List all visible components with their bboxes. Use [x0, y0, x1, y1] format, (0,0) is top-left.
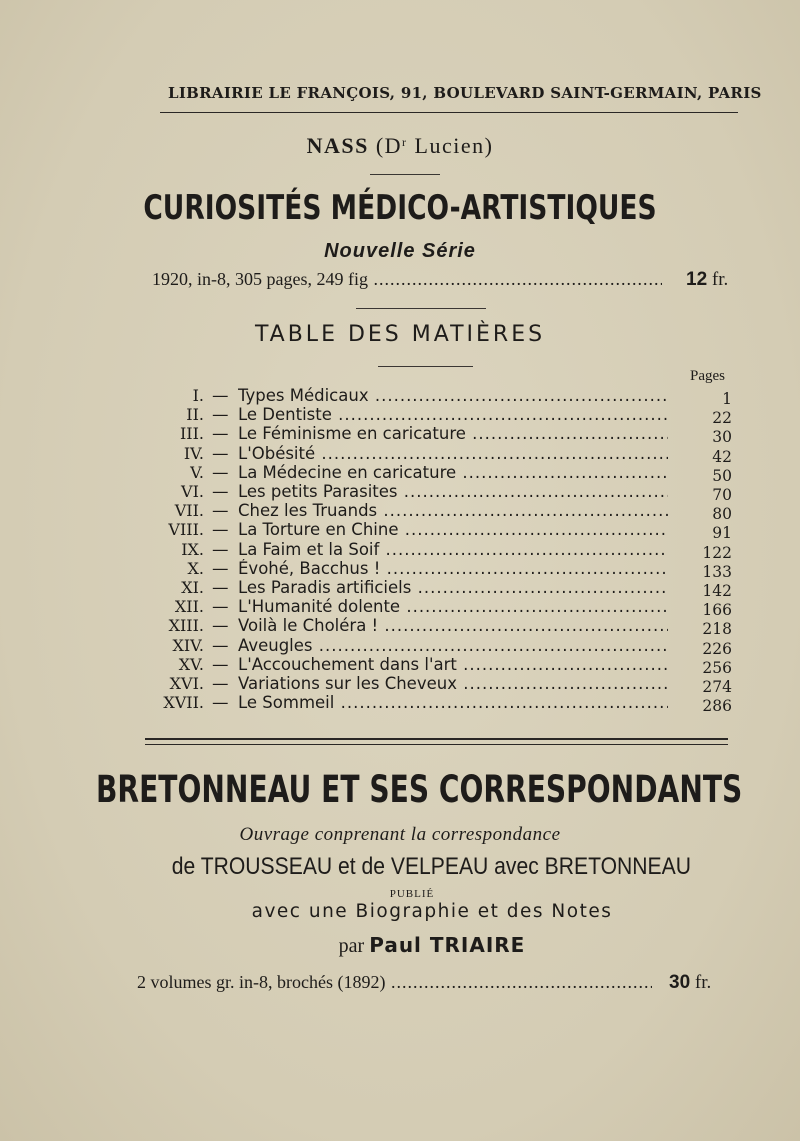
toc-chapter-title: Chez les Truands ..... [238, 501, 668, 520]
toc-chapter-number: XII. [174, 597, 204, 617]
toc-chapter-number: XIII. [168, 616, 204, 636]
toc-dash: — [212, 597, 229, 617]
toc-row [140, 597, 740, 620]
toc-page-number: 142 [702, 582, 732, 600]
toc-chapter-title: Aveugles ..... [238, 636, 668, 655]
toc-page-number: 256 [702, 658, 732, 677]
toc-chapter-title: L'Humanité dolente ..... [238, 597, 668, 616]
toc-row [140, 501, 740, 524]
toc-chapter-title: La Médecine en caricature ..... [238, 463, 668, 482]
toc-chapter-title: Les petits Parasites ..... [238, 482, 668, 501]
toc-row [140, 616, 740, 639]
toc-chapter-title: L'Obésité ..... [238, 444, 668, 463]
toc-page-number: 70 [712, 486, 732, 504]
toc-row [140, 578, 740, 600]
book2-title: BRETONNEAU ET SES CORRESPONDANTS [96, 768, 743, 811]
toc-chapter-number: III. [179, 424, 204, 444]
toc-dash: — [212, 520, 229, 540]
book1-title: CURIOSITÉS MÉDICO-ARTISTIQUES [143, 188, 657, 228]
toc-chapter-number: VI. [181, 482, 204, 501]
publisher-header: LIBRAIRIE LE FRANÇOIS, 91, BOULEVARD SAINT-GERMAIN, PARIS [168, 84, 762, 102]
toc-dash: — [212, 693, 229, 713]
book2-price [669, 972, 711, 994]
book1-subtitle: Nouvelle Série [324, 240, 476, 262]
toc-row [140, 693, 740, 716]
toc-row [140, 443, 740, 466]
book2-biography: avec une Biographie et des Notes [251, 901, 613, 922]
toc-chapter-number: XVII. [163, 693, 204, 713]
book1-price [686, 269, 728, 291]
toc-row [140, 654, 740, 677]
toc-page-number: 22 [712, 409, 732, 428]
toc-dash: — [212, 616, 229, 636]
book2-correspondents: de TROUSSEAU et de VELPEAU avec BRETONNEAU [171, 853, 691, 880]
toc-dash: — [212, 578, 229, 597]
toc-chapter-title: Voilà le Choléra ! ..... [238, 616, 668, 635]
toc-page-number: 80 [712, 505, 732, 524]
toc-dash: — [212, 443, 229, 463]
book2-details [137, 972, 652, 993]
book2-byline [32, 933, 800, 958]
toc-page-number: 133 [702, 562, 732, 581]
toc-row [140, 386, 740, 408]
toc-chapter-number: VII. [174, 501, 204, 521]
toc-chapter-title: Le Féminisme en caricature ..... [238, 424, 668, 443]
toc-dash: — [212, 386, 229, 405]
toc-row [140, 539, 740, 562]
divider [356, 308, 486, 309]
toc-page-number: 42 [712, 447, 732, 466]
header-rule [160, 112, 738, 113]
toc-dash: — [212, 674, 229, 693]
divider [378, 366, 473, 367]
toc-row [140, 424, 740, 447]
toc-dash: — [212, 405, 229, 425]
toc-page-number: 30 [712, 428, 732, 447]
toc-chapter-number: XI. [181, 578, 204, 597]
book1-details [152, 269, 662, 290]
toc-dash: — [212, 482, 229, 501]
toc-dash: — [212, 539, 229, 559]
author-given-open: (D [375, 133, 403, 158]
toc-chapter-title: L'Accouchement dans l'art ..... [238, 655, 668, 674]
toc-chapter-number: XVI. [169, 674, 204, 693]
toc-dash: — [212, 501, 229, 521]
book1-author [0, 133, 800, 159]
toc-page-number: 166 [702, 601, 732, 620]
toc-page-number: 286 [702, 697, 732, 716]
toc-row [140, 558, 740, 581]
toc-chapter-title: Les Paradis artificiels ..... [238, 578, 668, 597]
toc-dash: — [212, 424, 229, 444]
toc-dash: — [212, 558, 229, 578]
toc-chapter-number: X. [187, 558, 204, 578]
toc-chapter-number: IV. [183, 443, 204, 463]
toc-row [140, 405, 740, 428]
toc-dash: — [212, 635, 229, 655]
byline-prefix: par [338, 935, 370, 957]
toc-row [140, 674, 740, 696]
toc-pages-header: Pages [690, 368, 725, 384]
toc-chapter-number: XIV. [172, 635, 204, 655]
book2-details-text: 2 volumes gr. in-8, brochés (1892) [137, 972, 386, 992]
toc-page-number: 226 [702, 639, 732, 658]
author-title-sup: r [402, 135, 408, 149]
divider [370, 174, 440, 175]
toc-row [140, 462, 740, 485]
toc-page-number: 218 [702, 620, 732, 639]
toc-chapter-title: La Torture en Chine ..... [238, 520, 668, 539]
toc-dash: — [212, 462, 229, 482]
toc-page-number: 274 [702, 678, 732, 696]
book1-details-text: 1920, in-8, 305 pages, 249 fig [152, 269, 368, 289]
toc-chapter-number: I. [192, 386, 204, 405]
toc-row [140, 635, 740, 658]
toc-row [140, 520, 740, 543]
toc-page-number: 91 [712, 524, 732, 543]
section-double-rule [145, 738, 728, 745]
book2-price-unit: fr. [690, 972, 712, 993]
toc-page-number: 122 [702, 543, 732, 562]
book1-price-number: 12 [686, 269, 708, 290]
toc-chapter-title: Le Sommeil ..... [238, 693, 668, 712]
book2-price-number: 30 [669, 972, 691, 993]
book1-price-unit: fr. [707, 269, 729, 290]
toc-chapter-number: V. [190, 462, 204, 482]
toc-title: TABLE DES MATIÈRES [254, 322, 546, 347]
author-surname: NASS [306, 133, 369, 158]
toc-page-number: 1 [722, 390, 732, 408]
book2-subtitle: Ouvrage conprenant la correspondance [239, 824, 561, 845]
toc-chapter-number: XV. [178, 654, 204, 674]
author-given-rest: Lucien) [407, 133, 494, 158]
byline-author: Paul TRIAIRE [369, 933, 526, 957]
toc-chapter-title: La Faim et la Soif ..... [238, 540, 668, 559]
toc-chapter-title: Variations sur les Cheveux ..... [238, 674, 668, 693]
toc-chapter-title: Types Médicaux ..... [238, 386, 668, 405]
toc-row [140, 482, 740, 504]
toc-chapter-title: Le Dentiste ..... [238, 405, 668, 424]
toc-chapter-title: Évohé, Bacchus ! ..... [238, 559, 668, 578]
toc-chapter-number: II. [186, 405, 204, 425]
toc-chapter-number: IX. [181, 539, 204, 559]
book2-publie: PUBLIÉ [389, 888, 435, 900]
toc-chapter-number: VIII. [168, 520, 204, 540]
toc-dash: — [212, 654, 229, 674]
toc-page-number: 50 [712, 466, 732, 485]
